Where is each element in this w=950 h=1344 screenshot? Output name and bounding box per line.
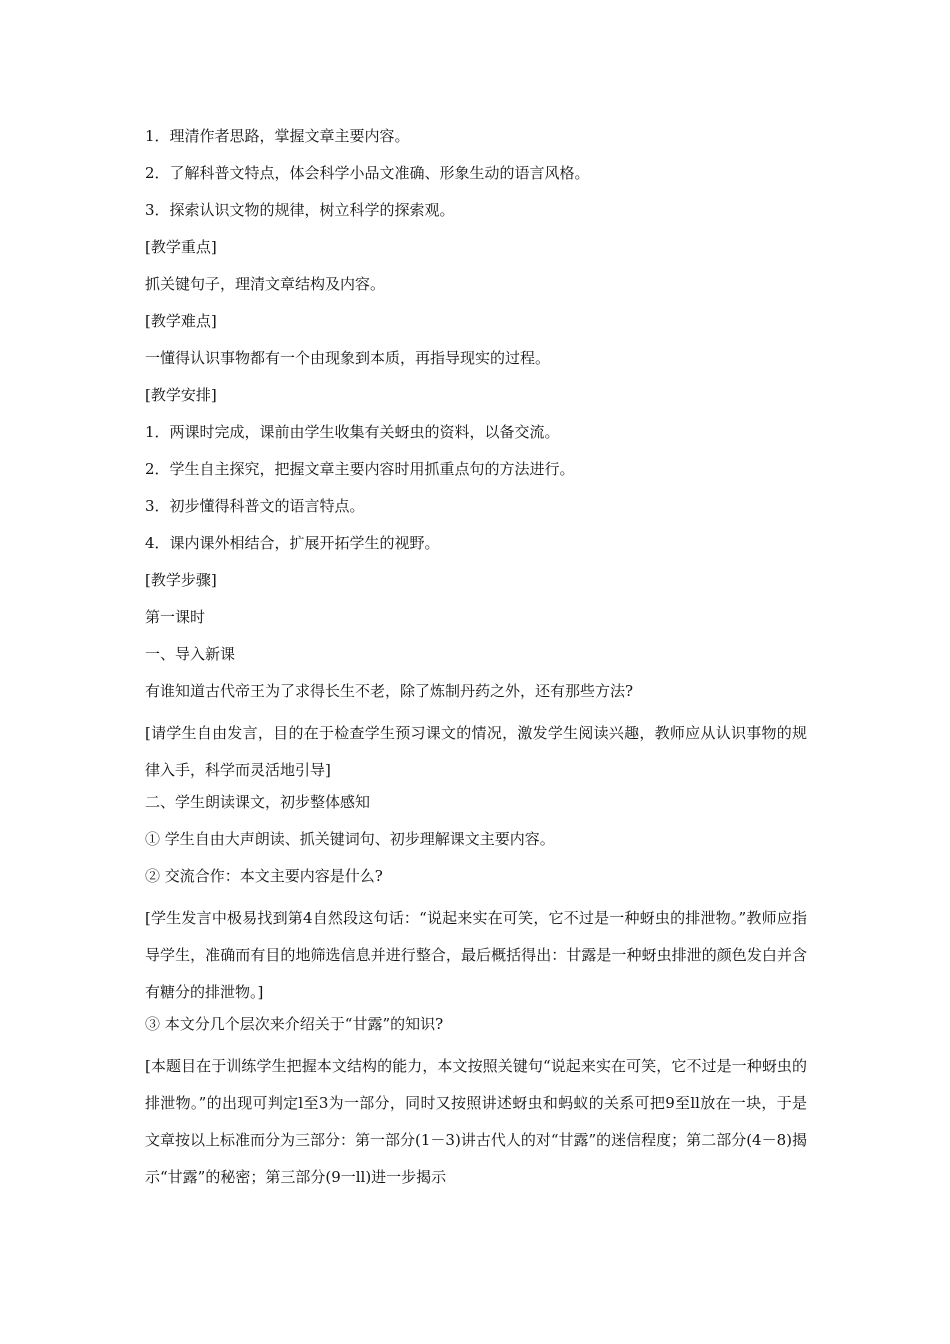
section-heading: [教学重点] (145, 238, 217, 256)
text-line: 一懂得认识事物都有一个由现象到本质，再指导现实的过程。 (145, 349, 551, 367)
paragraph: [请学生自由发言，目的在于检查学生预习课文的情况，激发学生阅读兴趣，教师应从认识事物的规律入手，科学而灵活地引导] (145, 724, 807, 779)
section-heading: [教学安排] (145, 386, 217, 404)
text-line: 第一课时 (145, 608, 206, 626)
text-line: 1．理清作者思路，掌握文章主要内容。 (145, 127, 410, 145)
document-page (145, 123, 807, 1196)
section-heading: [教学难点] (145, 312, 217, 330)
text-line: 二、学生朗读课文，初步整体感知 (145, 793, 371, 811)
text-line: ① 学生自由大声朗读、抓关键词句、初步理解课文主要内容。 (145, 830, 555, 848)
text-line: 2．了解科普文特点，体会科学小品文准确、形象生动的语言风格。 (145, 164, 590, 182)
text-line: 2．学生自主探究，把握文章主要内容时用抓重点句的方法进行。 (145, 460, 575, 478)
text-line: 一、导入新课 (145, 645, 236, 663)
text-line: 有谁知道古代帝王为了求得长生不老，除了炼制丹药之外，还有那些方法? (145, 682, 634, 700)
paragraph: [学生发言中极易找到第4自然段这句话：“说起来实在可笑，它不过是一种蚜虫的排泄物。”教师应指导学生，准确而有目的地筛选信息并进行整合，最后概括得出：甘露是一种蚜虫排泄的颜色发白并含有糖分的排泄物。] (145, 909, 807, 1001)
section-heading: [教学步骤] (145, 571, 217, 589)
text-line: 4．课内课外相结合，扩展开拓学生的视野。 (145, 534, 440, 552)
text-line: ③ 本文分几个层次来介绍关于“甘露”的知识? (145, 1015, 444, 1033)
text-line: 抓关键句子，理清文章结构及内容。 (145, 275, 386, 293)
text-line: ② 交流合作：本文主要内容是什么? (145, 867, 383, 885)
text-line: 1．两课时完成，课前由学生收集有关蚜虫的资料，以备交流。 (145, 423, 560, 441)
text-line: 3．探索认识文物的规律，树立科学的探索观。 (145, 201, 455, 219)
text-line: 3．初步懂得科普文的语言特点。 (145, 497, 365, 515)
paragraph: [本题目在于训练学生把握本文结构的能力，本文按照关键句“说起来实在可笑，它不过是一种蚜虫的排泄物。”的出现可判定l至3为一部分，同时又按照讲述蚜虫和蚂蚁的关系可把9至ll放在一块，于是文章按以上标准而分为三部分：第一部分(1－3)讲古代人的对“甘露”的迷信程度；第二部分(4－8)揭示“甘露”的秘密；第三部分(9一ll)进一步揭示 (145, 1057, 807, 1186)
